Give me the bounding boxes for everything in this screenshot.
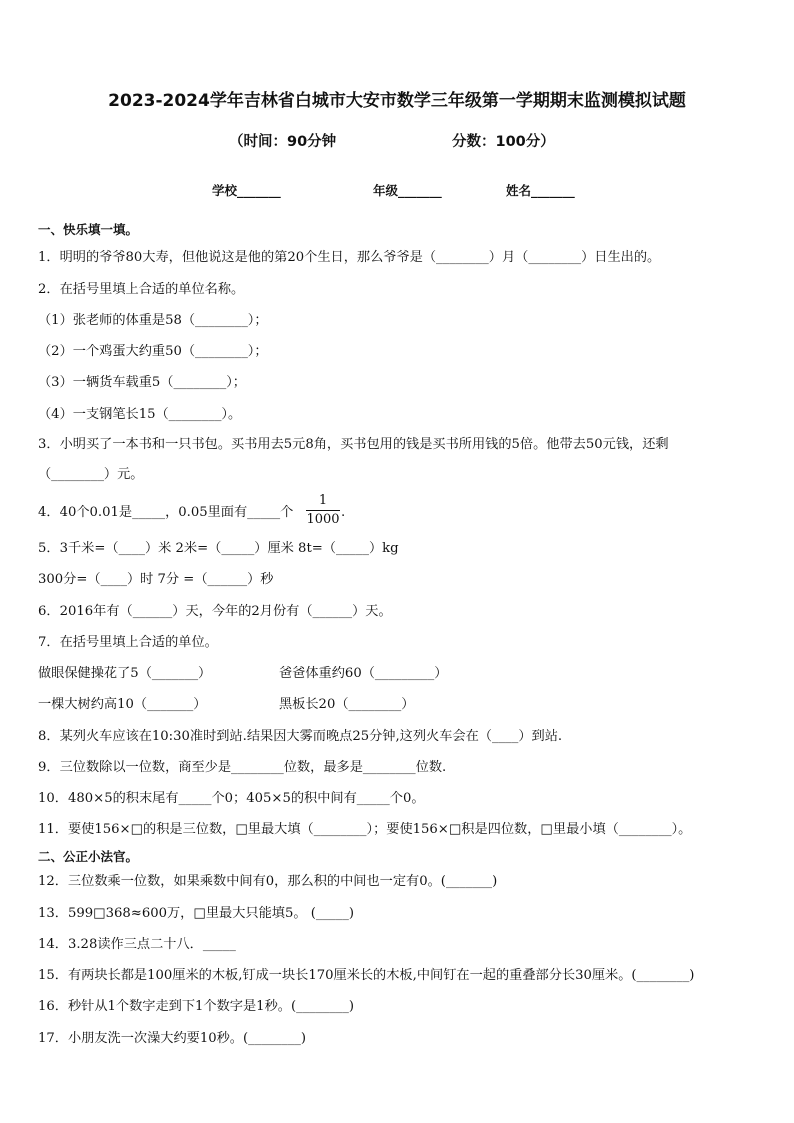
grade-field: 年级_______ xyxy=(373,183,442,198)
fraction xyxy=(306,493,340,528)
question-2-4: （4）一支钢笔长15（________）。 xyxy=(38,407,242,422)
fraction-bar xyxy=(306,510,340,511)
question-4: 4．40个0.01是_____，0.05里面有_____个 xyxy=(38,505,294,520)
question-15: 15．有两块长都是100厘米的木板,钉成一块长170厘米长的木板,中间钉在一起的重叠部分长30厘米。(________) xyxy=(38,968,695,983)
section-heading-2: 二、公正小法官。 xyxy=(38,849,139,864)
question-4-end: . xyxy=(341,505,346,520)
question-5-line-1: 5．3千米=（____）米 2米=（_____）厘米 8t=（_____）kg xyxy=(38,541,399,556)
question-7-3: 一棵大树约高10（_______） xyxy=(38,697,207,712)
question-7-4: 黑板长20（________） xyxy=(279,697,415,712)
question-13: 13．599□368≈600万，□里最大只能填5。 (_____) xyxy=(38,906,354,921)
exam-score: 分数：100分） xyxy=(452,134,555,150)
question-7-2: 爸爸体重约60（_________） xyxy=(279,666,448,681)
fraction-numerator: 1 xyxy=(318,493,328,508)
question-8: 8．某列火车应该在10:30准时到站.结果因大雾而晚点25分钟,这列火车会在（____）到站. xyxy=(38,729,563,744)
question-14: 14．3.28读作三点二十八．_____ xyxy=(38,937,236,952)
question-2-3: （3）一辆货车载重5（________）； xyxy=(38,375,246,390)
question-2: 2．在括号里填上合适的单位名称。 xyxy=(38,282,245,297)
section-heading-1: 一、快乐填一填。 xyxy=(38,222,139,237)
question-17: 17．小朋友洗一次澡大约要10秒。(________) xyxy=(38,1031,307,1046)
question-2-1: （1）张老师的体重是58（________）； xyxy=(38,313,268,328)
question-3-line-2: （________）元。 xyxy=(38,467,144,482)
question-1: 1．明明的爷爷80大寿，但他说这是他的第20个生日，那么爷爷是（________）月（________）日生出的。 xyxy=(38,250,661,265)
question-16: 16．秒针从1个数字走到下1个数字是1秒。(________) xyxy=(38,999,354,1014)
question-3-line-1: 3．小明买了一本书和一只书包。买书用去5元8角，买书包用的钱是买书所用钱的5倍。他带去50元钱，还剩 xyxy=(38,437,669,452)
question-6: 6．2016年有（______）天，今年的2月份有（______）天。 xyxy=(38,604,392,619)
name-field: 姓名_______ xyxy=(506,183,575,198)
question-2-2: （2）一个鸡蛋大约重50（________）； xyxy=(38,344,268,359)
question-10: 10．480×5的积末尾有_____个0；405×5的积中间有_____个0。 xyxy=(38,791,425,806)
exam-time: （时间：90分钟 xyxy=(229,134,337,150)
question-5-line-2: 300分=（____）时 7分 =（______）秒 xyxy=(38,572,274,587)
question-7-1: 做眼保健操花了5（_______） xyxy=(38,666,212,681)
page-title: 2023-2024学年吉林省白城市大安市数学三年级第一学期期末监测模拟试题 xyxy=(108,91,686,111)
fraction-denominator: 1000 xyxy=(306,512,340,527)
question-11: 11．要使156×□的积是三位数，□里最大填（________）；要使156×□积是四位数，□里最小填（________）。 xyxy=(38,822,692,837)
school-field: 学校_______ xyxy=(212,183,281,198)
question-12: 12．三位数乘一位数，如果乘数中间有0，那么积的中间也一定有0。(_______) xyxy=(38,874,498,889)
question-7: 7．在括号里填上合适的单位。 xyxy=(38,635,218,650)
question-9: 9．三位数除以一位数，商至少是________位数，最多是________位数. xyxy=(38,760,447,775)
